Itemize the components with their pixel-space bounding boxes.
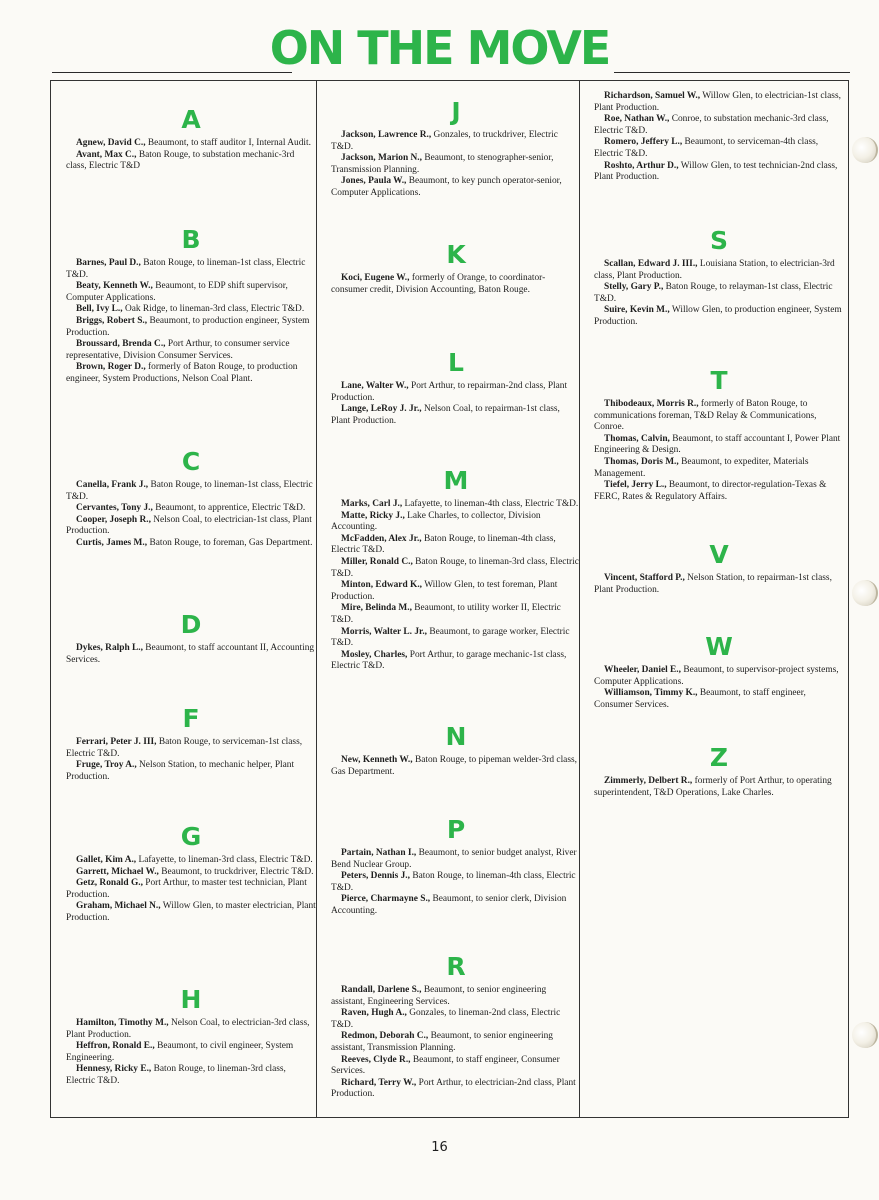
section-z — [594, 744, 844, 799]
move-details: Beaumont, to expediter, Materials Management. — [594, 456, 809, 479]
move-details: Beaumont, to director-regulation-Texas & FERC, Rates & Regulatory Affairs. — [594, 480, 827, 502]
employee-name: Tiefel, Jerry L., — [604, 480, 667, 491]
move-details: Baton Rouge, to lineman-4th class, Electric T&D. — [331, 871, 576, 893]
employee-name: Peters, Dennis J., — [341, 871, 410, 882]
column-1 — [51, 81, 317, 1117]
employee-name: Canella, Frank J., — [76, 480, 149, 490]
employee-name: Ferrari, Peter J. III, — [76, 737, 157, 747]
move-entry — [66, 737, 316, 760]
move-entry — [331, 894, 581, 917]
move-details: Baton Rouge, to relayman-1st class, Electric T&D. — [594, 282, 833, 304]
move-details: Lafayette, to lineman-3rd class, Electric T&D. — [136, 855, 313, 865]
move-entry — [331, 755, 581, 778]
employee-name: Matte, Ricky J., — [341, 510, 405, 521]
move-details: Willow Glen, to test foreman, Plant Production. — [331, 580, 558, 602]
employee-name: Minton, Edward K., — [341, 580, 423, 591]
employee-name: Lange, LeRoy J. Jr., — [341, 404, 422, 415]
employee-name: Lane, Walter W., — [341, 381, 409, 391]
section-m — [331, 467, 581, 673]
move-entry — [66, 1041, 316, 1064]
move-details: Nelson Station, to repairman-1st class, Plant Production. — [594, 573, 832, 595]
move-entry — [331, 985, 581, 1008]
employee-name: Bell, Ivy L., — [76, 304, 123, 315]
employee-name: Romero, Jeffery L., — [604, 137, 683, 148]
section-s — [594, 227, 844, 329]
employee-name: Jackson, Lawrence R., — [341, 130, 432, 140]
employee-name: Suire, Kevin M., — [604, 305, 670, 316]
move-details: Baton Rouge, to lineman-1st class, Electric T&D. — [66, 480, 313, 502]
binder-hole-middle — [852, 580, 878, 606]
move-entry — [331, 871, 581, 894]
section-h — [66, 986, 316, 1088]
section-l — [331, 349, 581, 427]
employee-name: Cervantes, Tony J., — [76, 503, 153, 514]
move-entry — [66, 1064, 316, 1087]
section-f — [66, 705, 316, 783]
move-entry — [66, 304, 316, 316]
employee-name: Avant, Max C., — [76, 149, 137, 160]
move-entry — [594, 305, 844, 328]
binder-hole-top — [852, 137, 878, 163]
move-entry — [594, 573, 844, 596]
move-entry — [331, 650, 581, 673]
move-entry — [66, 878, 316, 901]
move-details: Willow Glen, to electrician-1st class, Plant Production. — [594, 91, 841, 113]
section-letter: W — [705, 632, 733, 661]
move-details: Beaumont, to supervisor-project systems, Computer Applications. — [594, 665, 839, 687]
move-details: Baton Rouge, to foreman, Gas Department. — [147, 537, 313, 548]
employee-name: Miller, Ronald C., — [341, 556, 413, 567]
move-details: Beaumont, to senior clerk, Division Accounting. — [331, 894, 567, 916]
move-details: Lake Charles, to collector, Division Accounting. — [331, 510, 541, 533]
move-details: Beaumont, to staff auditor I, Internal Audit. — [145, 138, 311, 148]
move-details: Louisiana Station, to electrician-3rd class, Plant Production. — [594, 259, 835, 281]
move-entry — [331, 848, 581, 871]
section-letter: T — [710, 366, 728, 395]
move-details: Beaumont, to stenographer-senior, Transmission Planning. — [331, 153, 554, 175]
move-details: Oak Ridge, to lineman-3rd class, Electric T&D. — [122, 304, 305, 315]
section-r — [331, 953, 581, 1101]
employee-name: Broussard, Brenda C., — [76, 339, 166, 350]
move-entry — [331, 130, 581, 153]
move-details: Port Arthur, to master test technician, Plant Production. — [66, 878, 307, 900]
section-letter: C — [181, 447, 201, 476]
move-entry — [594, 480, 844, 503]
move-entry — [594, 776, 844, 799]
employee-name: Hennesy, Ricky E., — [76, 1064, 152, 1075]
move-details: Gonzales, to lineman-2nd class, Electric T&D. — [331, 1008, 561, 1030]
move-entry — [594, 434, 844, 457]
move-entry — [331, 1031, 581, 1054]
move-entry — [331, 557, 581, 580]
section-n — [331, 723, 581, 778]
move-details: formerly of Port Arthur, to operating superintendent, T&D Operations, Lake Charles. — [594, 776, 832, 798]
move-details: Gonzales, to truckdriver, Electric T&D. — [331, 130, 558, 152]
move-details: Beaumont, to garage worker, Electric T&D. — [331, 626, 570, 649]
move-details: Willow Glen, to master electrician, Plant Production. — [66, 901, 316, 923]
employee-name: Dykes, Ralph L., — [76, 643, 143, 653]
employee-name: Randall, Darlene S., — [341, 985, 422, 995]
section-v — [594, 541, 844, 596]
section-b — [66, 226, 316, 386]
move-entry — [66, 760, 316, 783]
section-letter: R — [446, 952, 466, 981]
employee-name: Roe, Nathan W., — [604, 114, 670, 125]
employee-name: Heffron, Ronald E., — [76, 1041, 155, 1052]
section-letter: H — [180, 985, 202, 1014]
employee-name: Stelly, Gary P., — [604, 282, 664, 293]
move-details: Beaumont, to senior engineering assistant, Engineering Services. — [331, 985, 547, 1007]
move-details: Beaumont, to staff engineer, Consumer Services. — [331, 1054, 560, 1077]
move-details: Baton Rouge, to lineman-1st class, Electric T&D. — [66, 258, 306, 280]
move-entry — [331, 1055, 581, 1078]
move-details: Beaumont, to staff accountant II, Accounting Services. — [66, 643, 315, 665]
section-k — [331, 241, 581, 296]
move-entry — [66, 515, 316, 538]
employee-name: Jones, Paula W., — [341, 176, 407, 187]
employee-name: New, Kenneth W., — [341, 755, 413, 765]
employee-name: Partain, Nathan I., — [341, 848, 417, 858]
move-entry — [66, 855, 316, 867]
section-letter: V — [709, 540, 729, 569]
move-entry — [331, 153, 581, 176]
move-entry — [594, 161, 844, 184]
move-details: Beaumont, to production engineer, System Production. — [66, 315, 310, 338]
move-entry — [331, 603, 581, 626]
move-entry — [331, 404, 581, 427]
section-r-continued — [594, 91, 844, 184]
move-entry — [66, 503, 316, 515]
page-number: 16 — [431, 1140, 448, 1155]
move-entry — [66, 339, 316, 362]
section-letter: B — [181, 225, 201, 254]
employee-name: Getz, Ronald G., — [76, 878, 143, 889]
employee-name: Raven, Hugh A., — [341, 1008, 407, 1019]
employee-name: Brown, Roger D., — [76, 362, 146, 373]
section-letter: G — [180, 822, 202, 851]
employee-name: Jackson, Marion N., — [341, 153, 422, 164]
move-details: Nelson Coal, to electrician-3rd class, Plant Production. — [66, 1018, 310, 1040]
move-details: Baton Rouge, to lineman-4th class, Electric T&D. — [331, 533, 556, 556]
employee-name: Wheeler, Daniel E., — [604, 665, 681, 675]
move-details: Beaumont, to EDP shift supervisor, Computer Applications. — [66, 281, 288, 303]
move-details: Port Arthur, to consumer service representative, Division Consumer Services. — [66, 339, 290, 361]
move-details: Nelson Station, to mechanic helper, Plant Production. — [66, 760, 295, 782]
move-details: Willow Glen, to production engineer, System Production. — [594, 305, 842, 327]
employee-name: Graham, Michael N., — [76, 901, 161, 912]
move-entry — [594, 665, 844, 688]
employee-name: Zimmerly, Delbert R., — [604, 776, 693, 786]
employee-name: Scallan, Edward J. III., — [604, 259, 698, 269]
listing-frame — [50, 80, 849, 1118]
employee-name: Garrett, Michael W., — [76, 866, 159, 877]
move-details: Beaumont, to apprentice, Electric T&D. — [152, 503, 306, 514]
move-details: Nelson Coal, to repairman-1st class, Plant Production. — [331, 404, 560, 426]
employee-name: Mosley, Charles, — [341, 649, 408, 660]
employee-name: Fruge, Troy A., — [76, 760, 137, 771]
move-details: Conroe, to substation mechanic-3rd class, Electric T&D. — [594, 114, 829, 136]
move-entry — [331, 511, 581, 534]
employee-name: Briggs, Robert S., — [76, 315, 148, 326]
move-details: Beaumont, to senior engineering assistant, Transmission Planning. — [331, 1031, 553, 1053]
move-details: Baton Rouge, to serviceman-1st class, Electric T&D. — [66, 737, 303, 759]
column-3 — [580, 81, 848, 1117]
section-a — [66, 106, 316, 173]
employee-name: Roshto, Arthur D., — [604, 160, 679, 171]
move-details: Baton Rouge, to lineman-3rd class, Electric T&D. — [66, 1064, 286, 1086]
move-entry — [594, 399, 844, 434]
move-details: Baton Rouge, to lineman-3rd class, Electric T&D. — [331, 556, 579, 579]
section-g — [66, 823, 316, 925]
section-letter: A — [181, 105, 201, 134]
move-entry — [594, 114, 844, 137]
employee-name: Marks, Carl J., — [341, 499, 403, 509]
move-entry — [331, 627, 581, 650]
move-entry — [331, 1008, 581, 1031]
move-entry — [66, 901, 316, 924]
move-entry — [331, 381, 581, 404]
move-details: formerly of Baton Rouge, to communications foreman, T&D Relay & Communications, Conroe. — [594, 399, 817, 433]
section-letter: P — [446, 815, 466, 844]
binder-hole-bottom — [852, 1022, 878, 1048]
move-entry — [66, 138, 316, 150]
employee-name: Curtis, James M., — [76, 537, 148, 548]
employee-name: Cooper, Joseph R., — [76, 514, 151, 525]
section-w — [594, 633, 844, 711]
employee-name: Morris, Walter L. Jr., — [341, 626, 428, 637]
employee-name: Hamilton, Timothy M., — [76, 1018, 169, 1028]
move-entry — [594, 259, 844, 282]
move-details: Port Arthur, to repairman-2nd class, Plant Production. — [331, 381, 568, 403]
employee-name: Agnew, David C., — [76, 138, 146, 148]
employee-name: Williamson, Timmy K., — [604, 688, 698, 699]
employee-name: Richardson, Samuel W., — [604, 91, 701, 101]
move-entry — [66, 538, 316, 550]
section-letter: N — [445, 722, 467, 751]
section-letter: Z — [709, 743, 729, 772]
employee-name: Barnes, Paul D., — [76, 258, 141, 268]
move-entry — [66, 480, 316, 503]
section-d — [66, 611, 316, 666]
employee-name: Reeves, Clyde R., — [341, 1054, 411, 1065]
section-letter: K — [446, 240, 466, 269]
move-entry — [66, 150, 316, 173]
move-entry — [331, 1078, 581, 1101]
move-details: Nelson Coal, to electrician-1st class, Plant Production. — [66, 514, 312, 537]
section-letter: M — [443, 466, 469, 495]
move-entry — [331, 273, 581, 296]
section-letter: D — [180, 610, 202, 639]
move-details: Beaumont, to key punch operator-senior, Computer Applications. — [331, 176, 562, 198]
move-entry — [594, 457, 844, 480]
move-entry — [594, 688, 844, 711]
move-details: Beaumont, to serviceman-4th class, Electric T&D. — [594, 137, 819, 159]
move-entry — [331, 176, 581, 199]
move-entry — [66, 867, 316, 879]
section-letter: L — [448, 348, 464, 377]
move-details: Beaumont, to utility worker II, Electric T&D. — [331, 603, 561, 625]
section-p — [331, 816, 581, 918]
column-2 — [317, 81, 580, 1117]
move-details: Baton Rouge, to substation mechanic-3rd class, Electric T&D — [66, 149, 295, 172]
employee-name: Beaty, Kenneth W., — [76, 281, 153, 292]
move-details: Beaumont, to civil engineer, System Engineering. — [66, 1041, 294, 1063]
move-entry — [331, 580, 581, 603]
move-entry — [331, 499, 581, 511]
move-details: Port Arthur, to electrician-2nd class, Plant Production. — [331, 1077, 576, 1100]
move-entry — [66, 643, 316, 666]
move-details: Lafayette, to lineman-4th class, Electric T&D. — [402, 499, 579, 509]
employee-name: Gallet, Kim A., — [76, 855, 137, 865]
employee-name: McFadden, Alex Jr., — [341, 533, 422, 544]
section-letter: J — [451, 97, 461, 126]
move-entry — [66, 281, 316, 304]
move-details: Beaumont, to staff accountant I, Power Plant Engineering & Design. — [594, 433, 841, 456]
move-details: Willow Glen, to test technician-2nd class, Plant Production. — [594, 160, 838, 183]
employee-name: Thomas, Doris M., — [604, 456, 679, 467]
employee-name: Mire, Belinda M., — [341, 603, 412, 614]
employee-name: Richard, Terry W., — [341, 1077, 417, 1088]
move-details: Port Arthur, to garage mechanic-1st class, Electric T&D. — [331, 649, 567, 672]
section-c — [66, 448, 316, 550]
section-letter: F — [182, 704, 200, 733]
employee-name: Redmon, Deborah C., — [341, 1031, 429, 1042]
move-entry — [66, 362, 316, 385]
move-details: formerly of Baton Rouge, to production engineer, System Productions, Nelson Coal Plant. — [66, 362, 298, 384]
move-entry — [331, 534, 581, 557]
move-entry — [66, 316, 316, 339]
employee-name: Thomas, Calvin, — [604, 433, 670, 444]
section-letter: S — [709, 226, 728, 255]
move-details: Beaumont, to staff engineer, Consumer Services. — [594, 688, 806, 710]
move-entry — [594, 137, 844, 160]
move-details: Beaumont, to truckdriver, Electric T&D. — [158, 866, 314, 877]
employee-name: Koci, Eugene W., — [341, 273, 410, 283]
move-entry — [66, 1018, 316, 1041]
move-entry — [594, 91, 844, 114]
move-details: Beaumont, to senior budget analyst, River Bend Nuclear Group. — [331, 848, 577, 870]
employee-name: Thibodeaux, Morris R., — [604, 399, 699, 409]
move-entry — [66, 258, 316, 281]
section-t — [594, 367, 844, 503]
employee-name: Pierce, Charmayne S., — [341, 894, 431, 905]
page-title: ON THE MOVE — [269, 21, 610, 75]
move-details: Baton Rouge, to pipeman welder-3rd class, Gas Department. — [331, 755, 577, 777]
employee-name: Vincent, Stafford P., — [604, 573, 685, 583]
move-entry — [594, 282, 844, 305]
section-j — [331, 98, 581, 200]
move-details: formerly of Orange, to coordinator-consumer credit, Division Accounting, Baton Rouge. — [331, 273, 546, 295]
